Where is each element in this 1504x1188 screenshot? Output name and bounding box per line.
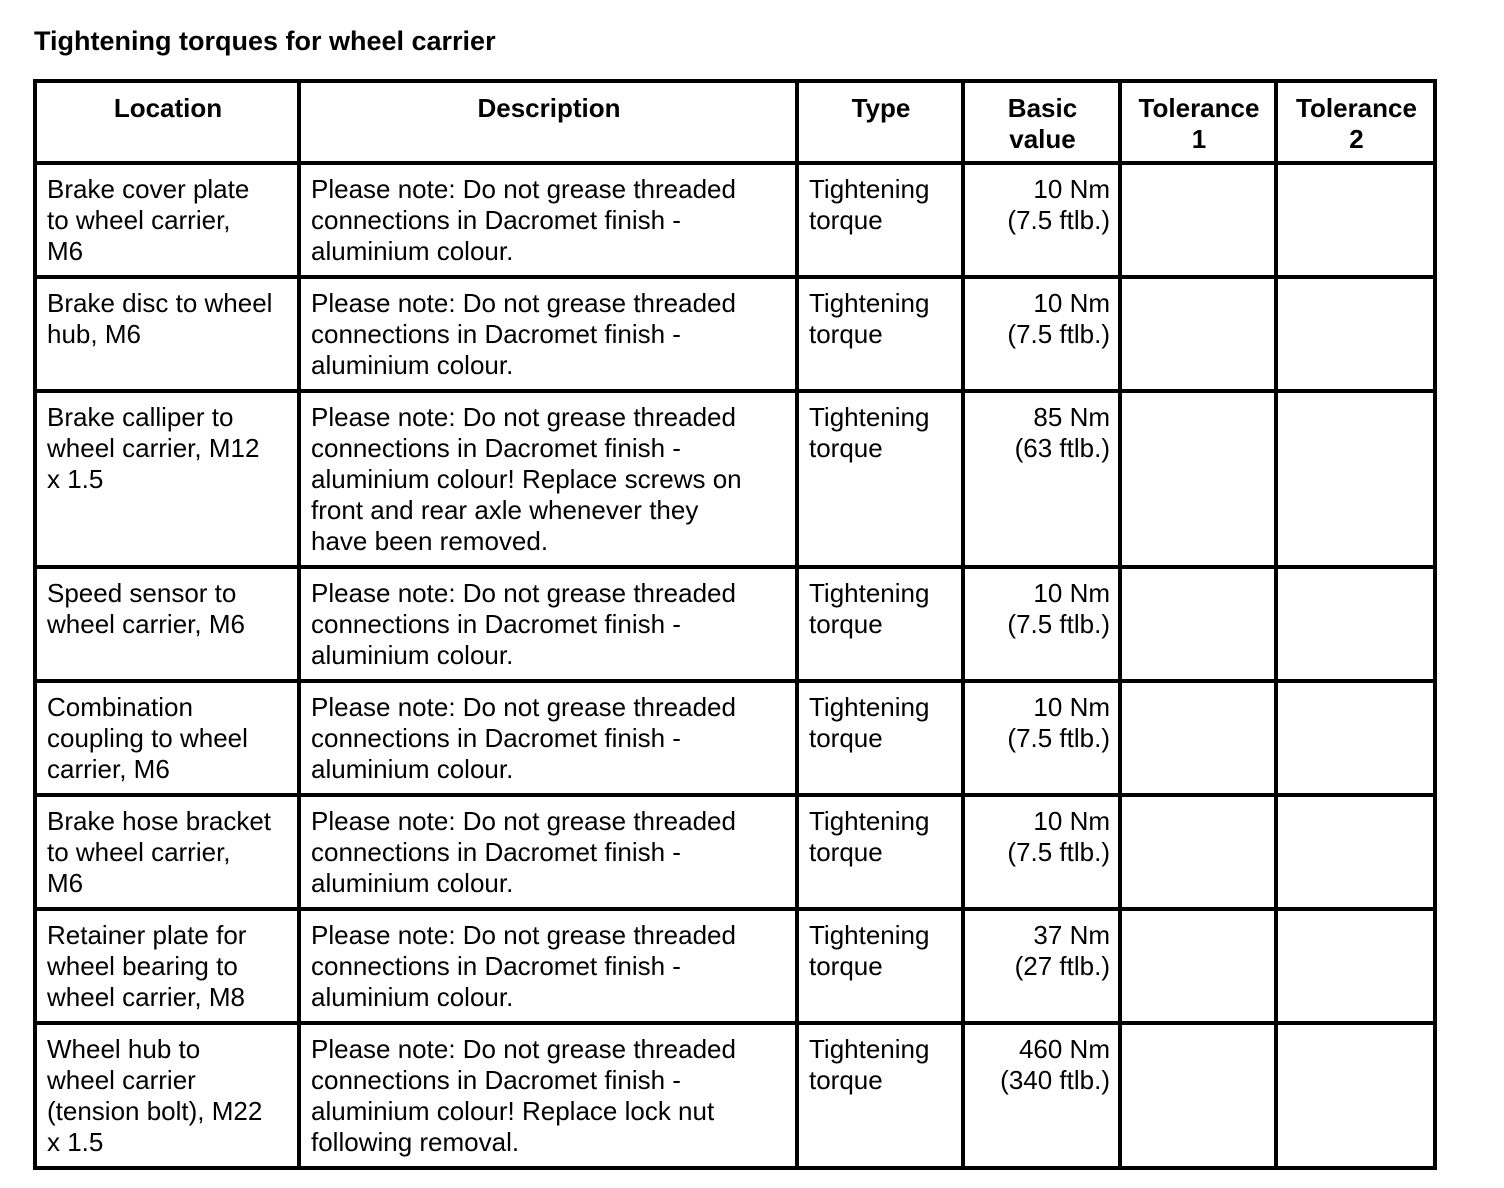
basic-value-cell <box>963 277 1120 391</box>
basic-value-cell-line: (7.5 ftlb.) <box>1007 319 1110 349</box>
location-cell-line: wheel carrier <box>47 1065 196 1095</box>
type-cell-line: Tightening <box>809 806 930 836</box>
table-row <box>35 909 1435 1023</box>
location-cell-line: Brake disc to wheel <box>47 288 273 318</box>
header-tolerance-2-line: Tolerance <box>1296 93 1417 123</box>
basic-value-cell-line: 10 Nm <box>1033 692 1110 722</box>
type-cell <box>797 909 963 1023</box>
location-cell-line: Wheel hub to <box>47 1034 201 1064</box>
tolerance-2-cell <box>1276 163 1435 277</box>
table-body <box>35 163 1435 1168</box>
basic-value-cell-line: (7.5 ftlb.) <box>1007 723 1110 753</box>
tolerance-1-cell <box>1120 567 1276 681</box>
location-cell-line: wheel carrier, M12 <box>47 433 260 463</box>
location-cell-line: (tension bolt), M22 <box>47 1096 263 1126</box>
tolerance-2-cell <box>1276 909 1435 1023</box>
basic-value-cell-line: (63 ftlb.) <box>1014 433 1110 463</box>
description-cell <box>299 681 797 795</box>
tolerance-1-cell <box>1120 277 1276 391</box>
table-row <box>35 1023 1435 1168</box>
description-cell <box>299 277 797 391</box>
location-cell-line: wheel carrier, M8 <box>47 982 245 1012</box>
table-row <box>35 681 1435 795</box>
location-cell-line: coupling to wheel <box>47 723 248 753</box>
description-cell-line: aluminium colour. <box>311 350 514 380</box>
table-row <box>35 391 1435 567</box>
basic-value-cell-line: 10 Nm <box>1033 806 1110 836</box>
tolerance-2-cell <box>1276 681 1435 795</box>
location-cell <box>35 795 299 909</box>
description-cell-line: Please note: Do not grease threaded <box>311 692 736 722</box>
basic-value-cell <box>963 567 1120 681</box>
description-cell-line: Please note: Do not grease threaded <box>311 402 736 432</box>
tolerance-2-cell <box>1276 567 1435 681</box>
basic-value-cell <box>963 909 1120 1023</box>
location-cell-line: Speed sensor to <box>47 578 237 608</box>
header-basic-value <box>963 81 1120 163</box>
basic-value-cell-line: (27 ftlb.) <box>1014 951 1110 981</box>
tolerance-1-cell <box>1120 163 1276 277</box>
location-cell <box>35 681 299 795</box>
description-cell-line: Please note: Do not grease threaded <box>311 920 736 950</box>
basic-value-cell <box>963 1023 1120 1168</box>
location-cell-line: hub, M6 <box>47 319 141 349</box>
location-cell-line: to wheel carrier, <box>47 837 231 867</box>
table-row <box>35 567 1435 681</box>
description-cell-line: connections in Dacromet finish - <box>311 723 681 753</box>
tolerance-1-cell <box>1120 681 1276 795</box>
type-cell-line: torque <box>809 319 883 349</box>
table-row <box>35 277 1435 391</box>
location-cell <box>35 277 299 391</box>
tolerance-1-cell <box>1120 909 1276 1023</box>
header-location: Location <box>35 81 299 163</box>
description-cell-line: connections in Dacromet finish - <box>311 1065 681 1095</box>
description-cell-line: connections in Dacromet finish - <box>311 837 681 867</box>
description-cell-line: connections in Dacromet finish - <box>311 951 681 981</box>
header-type: Type <box>797 81 963 163</box>
description-cell-line: aluminium colour. <box>311 868 514 898</box>
description-cell-line: front and rear axle whenever they <box>311 495 699 525</box>
tolerance-2-cell <box>1276 795 1435 909</box>
table-row <box>35 163 1435 277</box>
basic-value-cell-line: 10 Nm <box>1033 578 1110 608</box>
type-cell-line: Tightening <box>809 288 930 318</box>
description-cell-line: Please note: Do not grease threaded <box>311 288 736 318</box>
tolerance-1-cell <box>1120 391 1276 567</box>
description-cell <box>299 567 797 681</box>
type-cell <box>797 567 963 681</box>
header-tolerance-1 <box>1120 81 1276 163</box>
location-cell-line: Brake cover plate <box>47 174 250 204</box>
location-cell-line: Brake hose bracket <box>47 806 272 836</box>
header-basic-value-line: Basic <box>1007 93 1078 123</box>
type-cell-line: torque <box>809 609 883 639</box>
tolerance-1-cell <box>1120 795 1276 909</box>
type-cell-line: torque <box>809 951 883 981</box>
table-row <box>35 795 1435 909</box>
header-tolerance-2-line: 2 <box>1349 124 1364 154</box>
type-cell-line: torque <box>809 433 883 463</box>
description-cell-line: have been removed. <box>311 526 549 556</box>
type-cell-line: Tightening <box>809 174 930 204</box>
type-cell <box>797 1023 963 1168</box>
location-cell-line: Brake calliper to <box>47 402 234 432</box>
type-cell-line: Tightening <box>809 692 930 722</box>
basic-value-cell-line: 37 Nm <box>1033 920 1110 950</box>
type-cell-line: torque <box>809 1065 883 1095</box>
location-cell-line: M6 <box>47 868 84 898</box>
basic-value-cell <box>963 681 1120 795</box>
type-cell-line: torque <box>809 837 883 867</box>
basic-value-cell-line: (7.5 ftlb.) <box>1007 609 1110 639</box>
description-cell-line: aluminium colour! Replace screws on <box>311 464 742 494</box>
type-cell <box>797 163 963 277</box>
description-cell-line: aluminium colour. <box>311 236 514 266</box>
type-cell-line: Tightening <box>809 578 930 608</box>
location-cell <box>35 909 299 1023</box>
basic-value-cell-line: (7.5 ftlb.) <box>1007 205 1110 235</box>
description-cell <box>299 1023 797 1168</box>
type-cell-line: Tightening <box>809 402 930 432</box>
location-cell-line: Retainer plate for <box>47 920 247 950</box>
location-cell <box>35 1023 299 1168</box>
header-tolerance-2 <box>1276 81 1435 163</box>
tolerance-2-cell <box>1276 277 1435 391</box>
description-cell <box>299 795 797 909</box>
description-cell <box>299 909 797 1023</box>
description-cell-line: Please note: Do not grease threaded <box>311 1034 736 1064</box>
header-description: Description <box>299 81 797 163</box>
description-cell-line: Please note: Do not grease threaded <box>311 174 736 204</box>
location-cell <box>35 391 299 567</box>
description-cell-line: connections in Dacromet finish - <box>311 609 681 639</box>
type-cell-line: Tightening <box>809 920 930 950</box>
type-cell <box>797 795 963 909</box>
header-tolerance-1-line: 1 <box>1191 124 1207 154</box>
description-cell-line: aluminium colour. <box>311 640 514 670</box>
description-cell-line: Please note: Do not grease threaded <box>311 806 736 836</box>
description-cell-line: Please note: Do not grease threaded <box>311 578 736 608</box>
description-cell <box>299 163 797 277</box>
basic-value-cell-line: (7.5 ftlb.) <box>1007 837 1110 867</box>
description-cell-line: connections in Dacromet finish - <box>311 319 681 349</box>
type-cell-line: torque <box>809 205 883 235</box>
location-cell-line: x 1.5 <box>47 464 104 494</box>
basic-value-cell-line: 10 Nm <box>1033 288 1110 318</box>
location-cell-line: wheel bearing to <box>47 951 238 981</box>
location-cell <box>35 567 299 681</box>
basic-value-cell-line: (340 ftlb.) <box>1000 1065 1110 1095</box>
header-basic-value-line: value <box>1009 124 1076 154</box>
description-cell-line: aluminium colour! Replace lock nut <box>311 1096 715 1126</box>
basic-value-cell-line: 460 Nm <box>1018 1034 1110 1064</box>
description-cell-line: connections in Dacromet finish - <box>311 433 681 463</box>
basic-value-cell-line: 10 Nm <box>1033 174 1110 204</box>
tolerance-1-cell <box>1120 1023 1276 1168</box>
basic-value-cell <box>963 163 1120 277</box>
description-cell-line: connections in Dacromet finish - <box>311 205 681 235</box>
tolerance-2-cell <box>1276 391 1435 567</box>
description-cell-line: aluminium colour. <box>311 982 514 1012</box>
basic-value-cell-line: 85 Nm <box>1033 402 1110 432</box>
type-cell <box>797 681 963 795</box>
description-cell <box>299 391 797 567</box>
description-cell-line: following removal. <box>311 1127 520 1157</box>
description-cell-line: aluminium colour. <box>311 754 514 784</box>
table-header-row <box>35 81 1435 163</box>
location-cell-line: wheel carrier, M6 <box>47 609 245 639</box>
tolerance-2-cell <box>1276 1023 1435 1168</box>
page-title: Tightening torques for wheel carrier <box>34 26 496 56</box>
type-cell-line: torque <box>809 723 883 753</box>
torque-table <box>33 79 1437 1170</box>
type-cell <box>797 391 963 567</box>
location-cell-line: Combination <box>47 692 193 722</box>
type-cell-line: Tightening <box>809 1034 930 1064</box>
basic-value-cell <box>963 795 1120 909</box>
location-cell <box>35 163 299 277</box>
location-cell-line: M6 <box>47 236 84 266</box>
location-cell-line: x 1.5 <box>47 1127 104 1157</box>
header-tolerance-1-line: Tolerance <box>1138 93 1260 123</box>
location-cell-line: carrier, M6 <box>47 754 170 784</box>
location-cell-line: to wheel carrier, <box>47 205 231 235</box>
type-cell <box>797 277 963 391</box>
basic-value-cell <box>963 391 1120 567</box>
